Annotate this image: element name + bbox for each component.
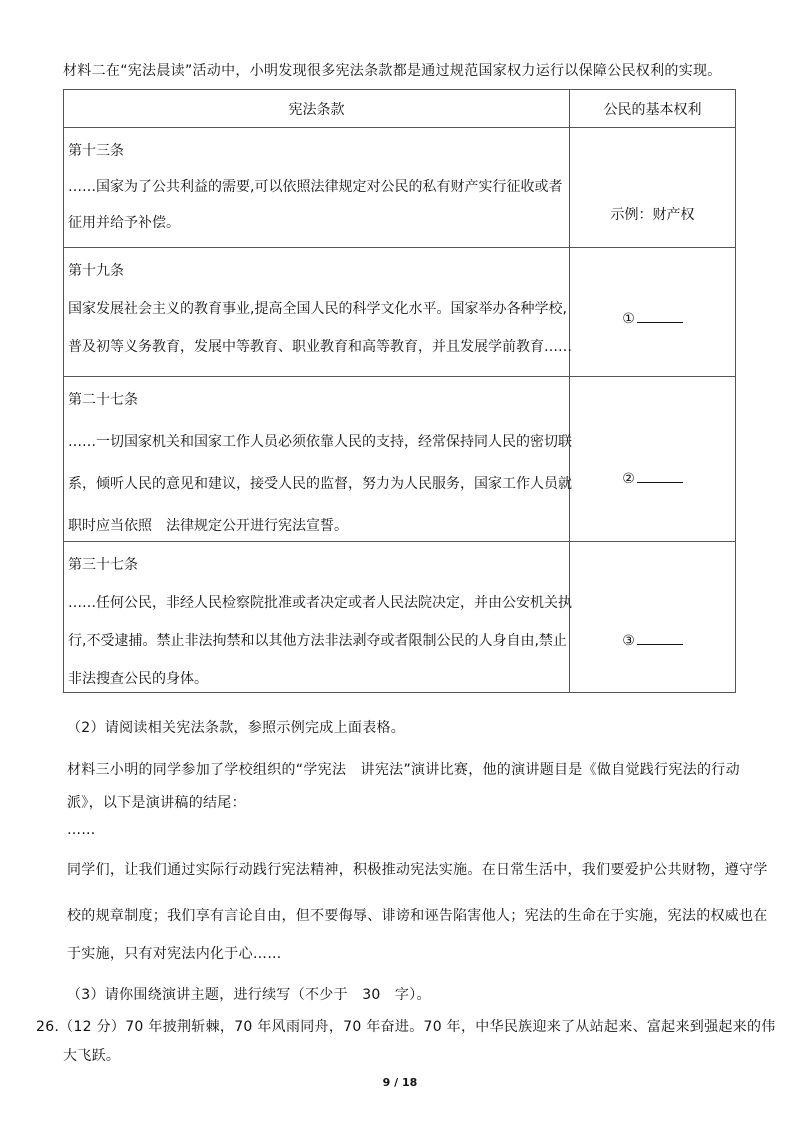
- table-header-rights: 公民的基本权利: [570, 90, 736, 128]
- material-three-line: 材料三小明的同学参加了学校组织的“学宪法 讲宪法”演讲比赛，他的演讲题目是《做自觉践行宪法的行动: [67, 762, 740, 778]
- blank-marker: ①: [622, 311, 635, 327]
- table-row: [64, 377, 736, 542]
- blank-line: [637, 310, 683, 323]
- article-line: 非法搜查公民的身体。: [68, 671, 208, 687]
- article-title: 第十九条: [68, 263, 124, 279]
- article-line: 职时应当依照 法律规定公开进行宪法宣誓。: [68, 518, 348, 534]
- article-cell: [64, 248, 570, 377]
- question-26-line: 大飞跃。: [63, 1048, 121, 1064]
- table-row: [64, 542, 736, 693]
- article-line: ……一切国家机关和国家工作人员必须依靠人民的支持，经常保持同人民的密切联: [68, 434, 572, 450]
- article-line: 普及初等义务教育，发展中等教育、职业教育和高等教育，并且发展学前教育……: [68, 339, 572, 355]
- blank-marker: ③: [622, 633, 635, 649]
- rights-cell: [570, 377, 736, 542]
- question-3: （3）请你围绕演讲主题，进行续写（不少于 30 字）。: [67, 987, 431, 1003]
- article-line: 行,不受逮捕。禁止非法拘禁和以其他方法非法剥夺或者限制公民的人身自由,禁止: [68, 633, 567, 649]
- article-title: 第二十七条: [68, 392, 138, 408]
- answer-blank-2[interactable]: [570, 470, 735, 487]
- table-row: [64, 248, 736, 377]
- article-cell: [64, 542, 570, 693]
- article-line: 系，倾听人民的意见和建议，接受人民的监督，努力为人民服务，国家工作人员就: [68, 476, 572, 492]
- article-line: 征用并给予补偿。: [68, 215, 180, 231]
- rights-cell: [570, 128, 736, 248]
- rights-cell: [570, 248, 736, 377]
- article-cell: [64, 377, 570, 542]
- article-title: 第十三条: [68, 143, 124, 159]
- table-header-articles: 宪法条款: [64, 90, 570, 128]
- material-three-line: 派》，以下是演讲稿的结尾：: [67, 795, 246, 811]
- article-line: ……国家为了公共利益的需要,可以依照法律规定对公民的私有财产实行征收或者: [68, 179, 563, 195]
- article-line: ……任何公民，非经人民检察院批准或者决定或者人民法院决定，并由公安机关执: [68, 595, 572, 611]
- answer-blank-3[interactable]: [570, 632, 735, 649]
- rights-cell: [570, 542, 736, 693]
- article-title: 第三十七条: [68, 557, 138, 573]
- article-line: 国家发展社会主义的教育事业,提高全国人民的科学文化水平。国家举办各种学校,: [68, 301, 567, 317]
- page-number: 9 / 18: [382, 1076, 418, 1089]
- question-26-line: 26.（12 分）70 年披荆斩棘，70 年风雨同舟，70 年奋进。70 年，中华民族迎来了从站起来、富起来到强起来的伟: [36, 1019, 776, 1035]
- constitution-rights-table: [63, 89, 736, 693]
- material-two-intro: 材料二在“宪法晨读”活动中，小明发现很多宪法条款都是通过规范国家权力运行以保障公民权利的实现。: [63, 63, 722, 79]
- article-cell: [64, 128, 570, 248]
- blank-line: [637, 470, 683, 483]
- ellipsis: ……: [67, 822, 96, 838]
- question-2: （2）请阅读相关宪法条款，参照示例完成上面表格。: [67, 720, 406, 736]
- blank-marker: ②: [622, 471, 635, 487]
- table-row: [64, 128, 736, 248]
- speech-line: 同学们，让我们通过实际行动践行宪法精神，积极推动宪法实施。在日常生活中，我们要爱护公共财物，遵守学: [67, 862, 768, 878]
- example-answer: 示例：财产权: [610, 207, 695, 223]
- answer-blank-1[interactable]: [570, 310, 735, 327]
- blank-line: [637, 632, 683, 645]
- speech-line: 于实施，只有对宪法内化于心……: [67, 946, 282, 962]
- speech-line: 校的规章制度；我们享有言论自由，但不要侮辱、诽谤和诬告陷害他人；宪法的生命在于实施，宪法的权威也在: [67, 908, 768, 924]
